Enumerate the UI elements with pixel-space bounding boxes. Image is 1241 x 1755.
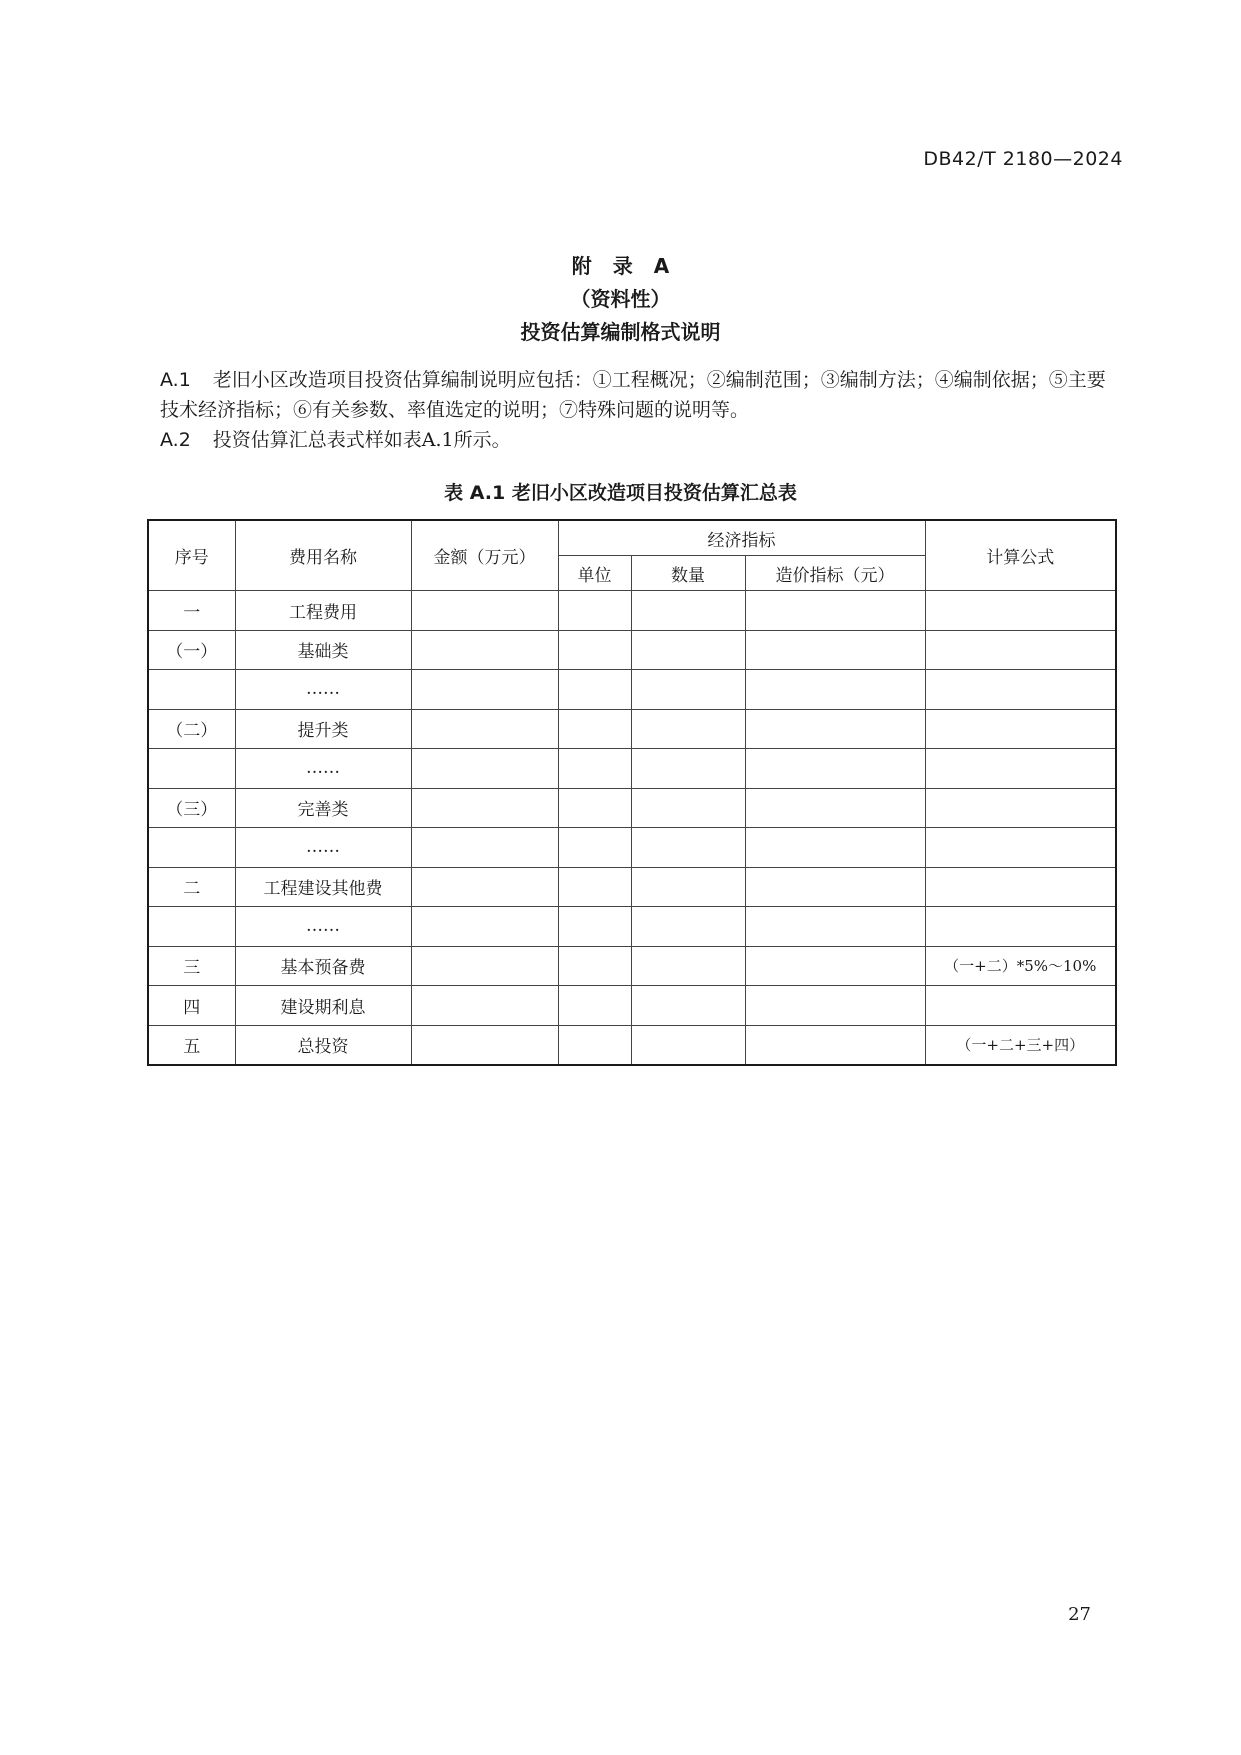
table-row bbox=[148, 788, 1116, 828]
clause-number: A.1 bbox=[160, 369, 191, 391]
table-body bbox=[148, 591, 1116, 1066]
investment-estimate-table bbox=[147, 519, 1117, 1066]
cell-unit bbox=[558, 749, 631, 789]
cell-unit bbox=[558, 630, 631, 670]
cell-name: …… bbox=[235, 828, 411, 868]
cell-name: 提升类 bbox=[235, 709, 411, 749]
cell-unit bbox=[558, 986, 631, 1026]
clause-number: A.2 bbox=[160, 429, 191, 451]
cell-formula bbox=[925, 986, 1116, 1026]
cell-cost-index bbox=[745, 749, 925, 789]
cell-seq: 一 bbox=[148, 591, 235, 631]
cell-unit bbox=[558, 907, 631, 947]
cell-cost-index bbox=[745, 907, 925, 947]
cell-qty bbox=[631, 788, 745, 828]
cell-qty bbox=[631, 670, 745, 710]
cell-qty bbox=[631, 709, 745, 749]
cell-qty bbox=[631, 630, 745, 670]
header-econ: 经济指标 bbox=[558, 520, 925, 556]
cell-unit bbox=[558, 788, 631, 828]
cell-name: 完善类 bbox=[235, 788, 411, 828]
page-number: 27 bbox=[1068, 1604, 1091, 1625]
table-row bbox=[148, 749, 1116, 789]
cell-amount bbox=[411, 907, 558, 947]
cell-cost-index bbox=[745, 946, 925, 986]
cell-amount bbox=[411, 828, 558, 868]
cell-unit bbox=[558, 946, 631, 986]
cell-cost-index bbox=[745, 709, 925, 749]
cell-unit bbox=[558, 867, 631, 907]
table-row bbox=[148, 867, 1116, 907]
cell-seq: 三 bbox=[148, 946, 235, 986]
cell-unit bbox=[558, 591, 631, 631]
document-code: DB42/T 2180—2024 bbox=[923, 148, 1123, 170]
cell-formula: （一+二）*5%～10% bbox=[925, 946, 1116, 986]
cell-amount bbox=[411, 1025, 558, 1065]
cell-amount bbox=[411, 709, 558, 749]
clause-text: 投资估算汇总表式样如表A.1所示。 bbox=[212, 429, 511, 451]
cell-formula bbox=[925, 749, 1116, 789]
cell-amount bbox=[411, 670, 558, 710]
cell-qty bbox=[631, 867, 745, 907]
cell-amount bbox=[411, 867, 558, 907]
cell-cost-index bbox=[745, 828, 925, 868]
cell-qty bbox=[631, 986, 745, 1026]
cell-name: …… bbox=[235, 749, 411, 789]
appendix-title: 投资估算编制格式说明 bbox=[520, 320, 721, 344]
header-cost-index: 造价指标（元） bbox=[745, 556, 925, 591]
cell-unit bbox=[558, 828, 631, 868]
table-row bbox=[148, 630, 1116, 670]
cell-seq: （二） bbox=[148, 709, 235, 749]
clause-a1 bbox=[160, 365, 1115, 425]
cell-cost-index bbox=[745, 591, 925, 631]
cell-seq: （一） bbox=[148, 630, 235, 670]
cell-qty bbox=[631, 907, 745, 947]
cell-formula bbox=[925, 828, 1116, 868]
cell-qty bbox=[631, 1025, 745, 1065]
cell-cost-index bbox=[745, 986, 925, 1026]
table-row bbox=[148, 986, 1116, 1026]
cell-formula bbox=[925, 788, 1116, 828]
cell-formula bbox=[925, 867, 1116, 907]
cell-seq: 四 bbox=[148, 986, 235, 1026]
table-header-row bbox=[148, 520, 1116, 556]
cell-formula bbox=[925, 670, 1116, 710]
table-row bbox=[148, 591, 1116, 631]
cell-formula bbox=[925, 591, 1116, 631]
table-row bbox=[148, 709, 1116, 749]
cell-unit bbox=[558, 1025, 631, 1065]
table-row bbox=[148, 907, 1116, 947]
cell-qty bbox=[631, 828, 745, 868]
header-formula: 计算公式 bbox=[925, 520, 1116, 591]
cell-formula bbox=[925, 907, 1116, 947]
cell-formula bbox=[925, 630, 1116, 670]
cell-amount bbox=[411, 788, 558, 828]
cell-seq: （三） bbox=[148, 788, 235, 828]
header-amount: 金额（万元） bbox=[411, 520, 558, 591]
cell-amount bbox=[411, 630, 558, 670]
appendix-nature: （资料性） bbox=[570, 287, 671, 311]
cell-cost-index bbox=[745, 630, 925, 670]
cell-seq: 二 bbox=[148, 867, 235, 907]
cell-name: 工程建设其他费 bbox=[235, 867, 411, 907]
cell-amount bbox=[411, 986, 558, 1026]
cell-name: 工程费用 bbox=[235, 591, 411, 631]
table-caption: 表 A.1 老旧小区改造项目投资估算汇总表 bbox=[444, 482, 797, 504]
header-seq: 序号 bbox=[148, 520, 235, 591]
cell-cost-index bbox=[745, 867, 925, 907]
header-name: 费用名称 bbox=[235, 520, 411, 591]
cell-seq bbox=[148, 828, 235, 868]
header-unit: 单位 bbox=[558, 556, 631, 591]
cell-unit bbox=[558, 670, 631, 710]
cell-amount bbox=[411, 591, 558, 631]
cell-name: …… bbox=[235, 670, 411, 710]
clause-text: 老旧小区改造项目投资估算编制说明应包括：①工程概况；②编制范围；③编制方法；④编制依据；⑤主要技术经济指标；⑥有关参数、率值选定的说明；⑦特殊问题的说明等。 bbox=[160, 369, 1106, 421]
cell-seq bbox=[148, 670, 235, 710]
cell-cost-index bbox=[745, 670, 925, 710]
cell-name: 基础类 bbox=[235, 630, 411, 670]
cell-seq: 五 bbox=[148, 1025, 235, 1065]
header-qty: 数量 bbox=[631, 556, 745, 591]
cell-formula: （一+二+三+四） bbox=[925, 1025, 1116, 1065]
cell-qty bbox=[631, 749, 745, 789]
cell-name: 基本预备费 bbox=[235, 946, 411, 986]
clause-a2 bbox=[160, 425, 1115, 455]
table-row bbox=[148, 946, 1116, 986]
cell-formula bbox=[925, 709, 1116, 749]
cell-unit bbox=[558, 709, 631, 749]
cell-seq bbox=[148, 907, 235, 947]
cell-name: …… bbox=[235, 907, 411, 947]
cell-cost-index bbox=[745, 1025, 925, 1065]
cell-seq bbox=[148, 749, 235, 789]
appendix-label: 附 录 A bbox=[571, 254, 670, 278]
cell-qty bbox=[631, 946, 745, 986]
cell-amount bbox=[411, 749, 558, 789]
cell-name: 总投资 bbox=[235, 1025, 411, 1065]
cell-name: 建设期利息 bbox=[235, 986, 411, 1026]
cell-cost-index bbox=[745, 788, 925, 828]
table-row bbox=[148, 828, 1116, 868]
cell-amount bbox=[411, 946, 558, 986]
table-row bbox=[148, 1025, 1116, 1065]
cell-qty bbox=[631, 591, 745, 631]
table-row bbox=[148, 670, 1116, 710]
